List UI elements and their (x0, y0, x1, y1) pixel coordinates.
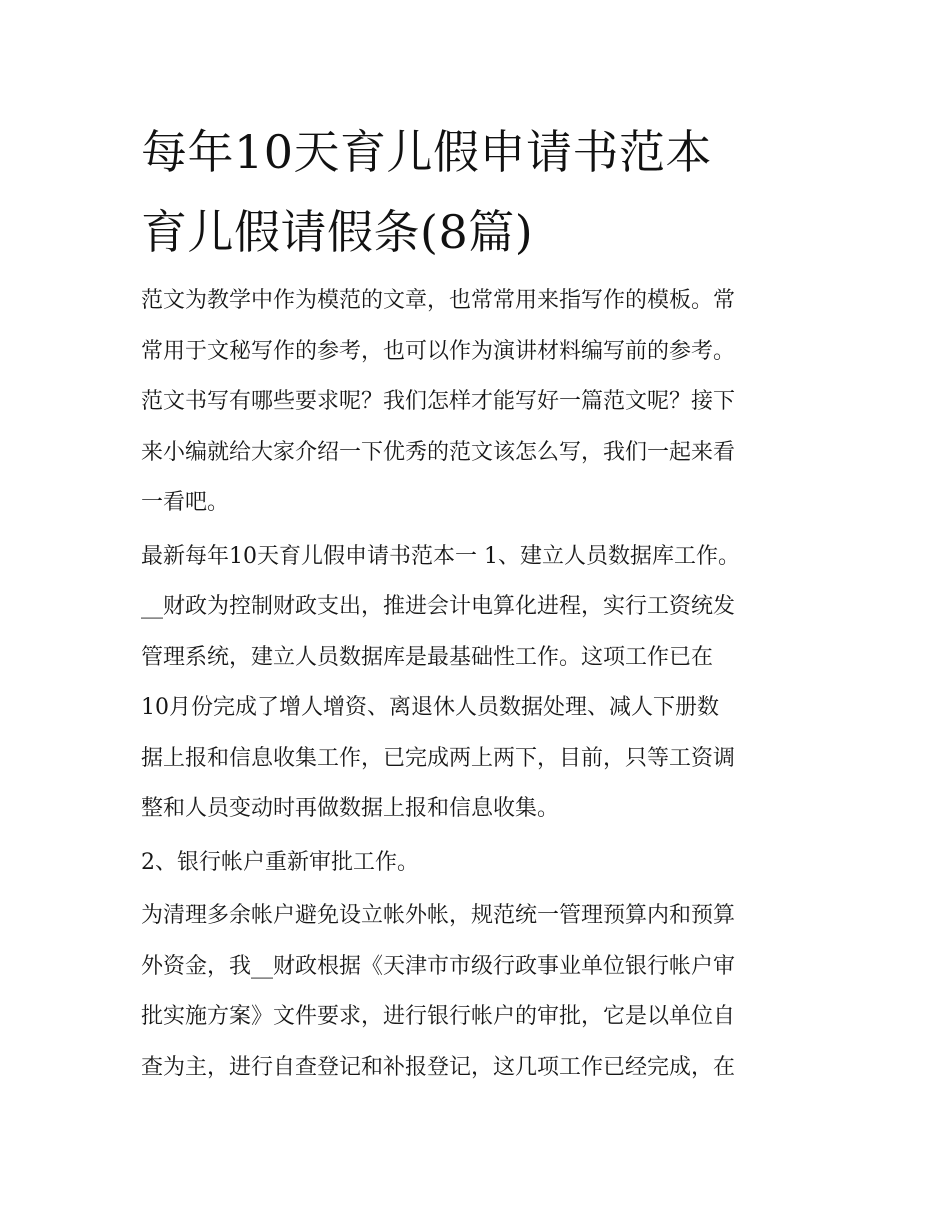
paragraph-line: 范文书写有哪些要求呢？我们怎样才能写好一篇范文呢？接下 (141, 389, 736, 414)
section-1-paragraph (141, 532, 816, 835)
document-title (141, 112, 816, 272)
paragraph-line: 管理系统，建立人员数据库是最基础性工作。这项工作已在 (141, 644, 714, 670)
title-line-2: 育儿假请假条(8篇) (141, 205, 534, 259)
paragraph-line: 最新每年10天育儿假申请书范本一 1、建立人员数据库工作。 (141, 543, 740, 569)
document-content (141, 112, 816, 1096)
paragraph-line: 来小编就给大家介绍一下优秀的范文该怎么写，我们一起来看 (141, 439, 736, 465)
paragraph-line: __财政为控制财政支出，推进会计电算化进程，实行工资统发 (141, 594, 736, 619)
paragraph-line: 为清理多余帐户避免设立帐外帐，规范统一管理预算内和预算 (141, 903, 736, 928)
paragraph-line: 查为主，进行自查登记和补报登记，这几项工作已经完成，在 (141, 1054, 736, 1080)
paragraph-line: 10月份完成了增人增资、离退休人员数据处理、减人下册数 (141, 695, 719, 720)
paragraph-line: 常用于文秘写作的参考，也可以作为演讲材料编写前的参考。 (141, 338, 736, 364)
paragraph-line: 整和人员变动时再做数据上报和信息收集。 (141, 796, 560, 821)
section-2-heading (141, 838, 816, 889)
paragraph-line: 一看吧。 (141, 490, 230, 515)
paragraph-line: 批实施方案》文件要求，进行银行帐户的审批，它是以单位自 (141, 1004, 736, 1029)
paragraph-line: 2、银行帐户重新审批工作。 (141, 849, 419, 875)
intro-paragraph (141, 276, 816, 529)
title-line-1: 每年10天育儿假申请书范本 (141, 125, 713, 179)
paragraph-line: 外资金，我__财政根据《天津市市级行政事业单位银行帐户审 (141, 953, 736, 979)
paragraph-line: 据上报和信息收集工作，已完成两上两下，目前，只等工资调 (141, 745, 736, 771)
section-2-paragraph (141, 891, 816, 1093)
paragraph-line: 范文为教学中作为模范的文章，也常常用来指写作的模板。常 (141, 288, 736, 313)
